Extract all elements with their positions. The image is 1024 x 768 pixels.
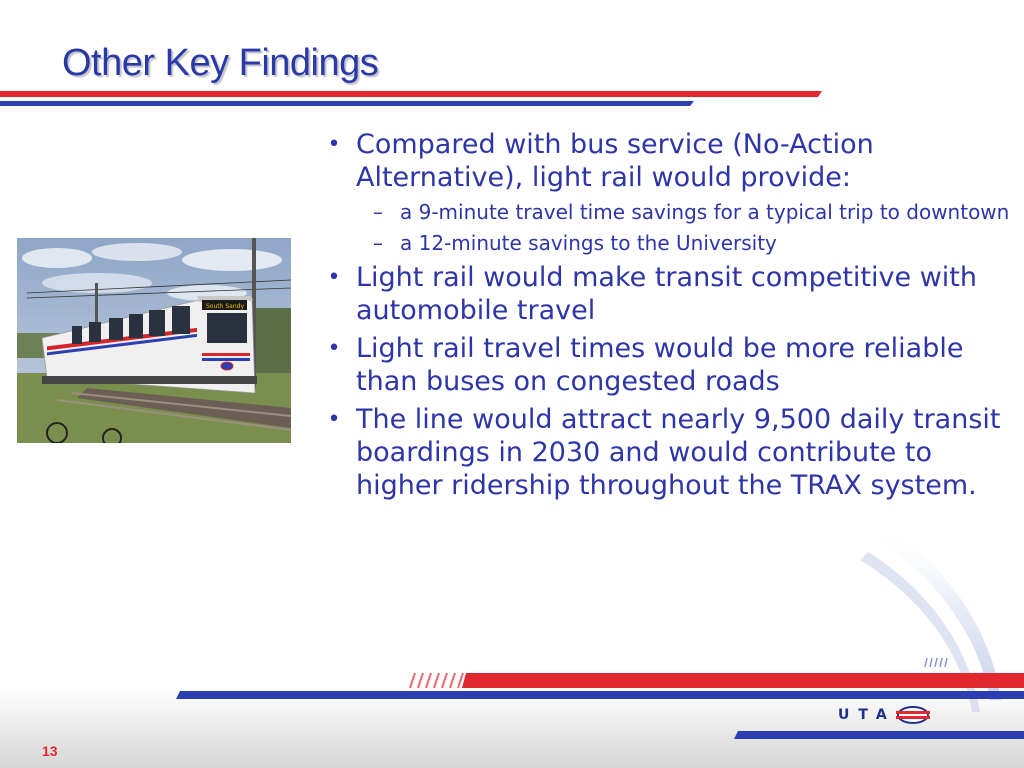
dash-icon: – (373, 200, 383, 224)
bullet-text: Light rail would make transit competitive with automobile travel (356, 262, 977, 326)
sub-list-item (356, 230, 1018, 256)
list-item (312, 261, 1018, 327)
bullet-dot-icon: • (327, 265, 341, 290)
logo-text: UTA (838, 707, 896, 723)
bullet-dot-icon: • (327, 336, 341, 361)
dash-icon: – (373, 231, 383, 255)
sub-bullet-text: a 9-minute travel time savings for a typical trip to downtown (400, 200, 1010, 224)
list-item (312, 128, 1018, 194)
list-item (312, 403, 1018, 502)
bullet-text: The line would attract nearly 9,500 daily transit boardings in 2030 and would contribute to higher ridership throughout the TRAX system. (356, 404, 1001, 501)
uta-emblem-icon (896, 705, 930, 725)
destination-sign: South Sandy (206, 303, 244, 310)
bullet-dot-icon: • (327, 407, 341, 432)
sub-bullet-text: a 12-minute savings to the University (400, 231, 777, 255)
light-rail-train-photo (17, 238, 291, 443)
bullet-text: Light rail travel times would be more reliable than buses on congested roads (356, 333, 964, 397)
sub-list-item (356, 199, 1018, 225)
page-number: 13 (42, 743, 58, 759)
bullet-text: Compared with bus service (No-Action Alternative), light rail would provide: (356, 129, 874, 193)
uta-logo (838, 705, 930, 725)
bullet-dot-icon: • (327, 132, 341, 157)
bullet-list (312, 128, 1018, 507)
slide-title: Other Key Findings (62, 42, 379, 84)
list-item (312, 332, 1018, 398)
